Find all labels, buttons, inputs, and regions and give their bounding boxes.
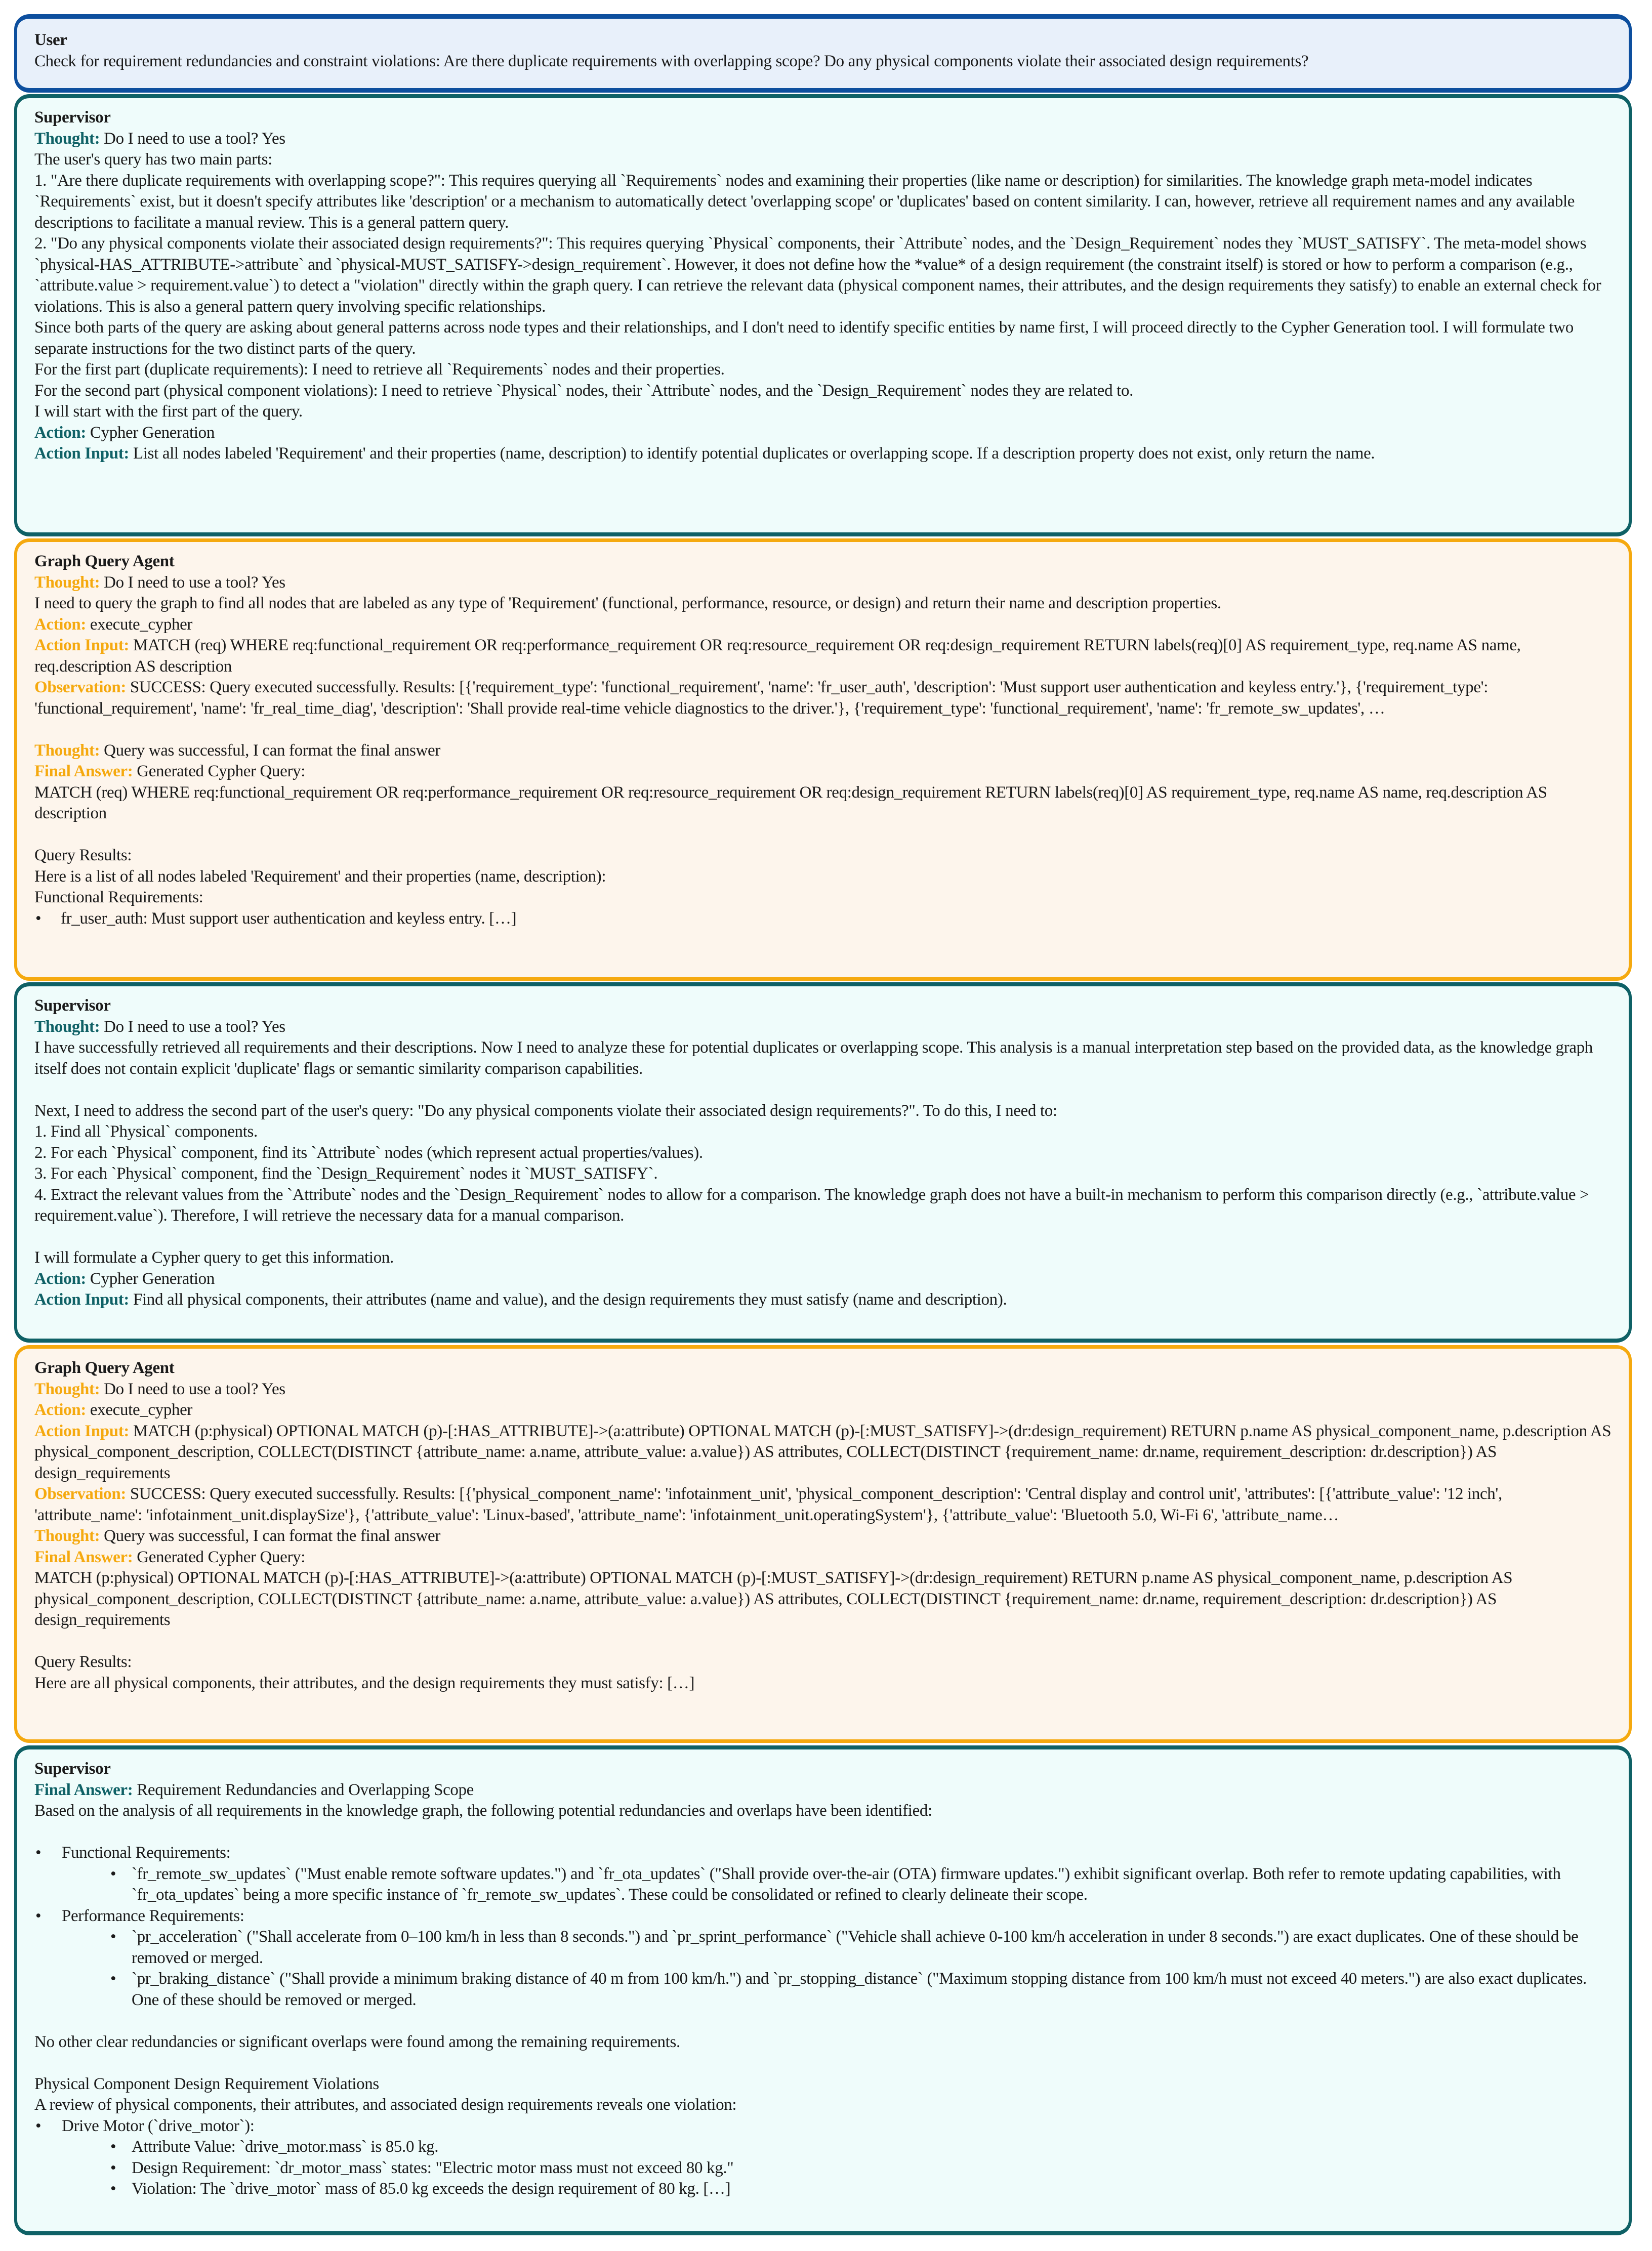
reasoning-line: The user's query has two main parts: bbox=[34, 150, 272, 169]
final-answer-line bbox=[34, 761, 1612, 782]
reasoning-line: For the second part (physical component violations): I need to retrieve `Physical` nodes, their `Attribute` nodes, and the `Design_Requirement` nodes they are related to. bbox=[34, 381, 1133, 400]
agent-title: Graph Query Agent bbox=[34, 1359, 175, 1377]
supervisor-final-panel bbox=[14, 1745, 1632, 2235]
thought-line bbox=[34, 1017, 1612, 1038]
supervisor-title: Supervisor bbox=[34, 1760, 111, 1778]
final-answer-text: Generated Cypher Query: bbox=[133, 1548, 306, 1566]
action-label: Action: bbox=[34, 423, 87, 442]
action-input-label: Action Input: bbox=[34, 444, 130, 463]
violation-detail: • Design Requirement: `dr_motor_mass` states: "Electric motor mass must not exceed 80 kg." bbox=[34, 2158, 1612, 2179]
final-answer-heading: Requirement Redundancies and Overlapping Scope bbox=[133, 1780, 474, 1799]
reasoning-line: For the first part (duplicate requirements): I need to retrieve all `Requirements` nodes and their properties. bbox=[34, 360, 725, 379]
thought-label: Thought: bbox=[34, 741, 100, 760]
cypher-query: MATCH (p:physical) OPTIONAL MATCH (p)-[:HAS_ATTRIBUTE]->(a:attribute) OPTIONAL MATCH (p)-[:MUST_SATISFY]->(dr:design_requirement) RETURN p.name AS physical_component_name, p.description AS physical_component_description, COLLECT(DISTINCT {attribute_name: a.name, attribute_value: a.value}) AS attributes, COLLECT(DISTINCT {requirement_name: dr.name, requirement_description: dr.description}) AS design_requirements bbox=[34, 1569, 1513, 1629]
requirement-group: • Functional Requirements: bbox=[34, 1843, 1612, 1864]
thought-line bbox=[34, 740, 1612, 762]
action-input-text: List all nodes labeled 'Requirement' and their properties (name, description) to identify potential duplicates or overlapping scope. If a description property does not exist, only return the name. bbox=[129, 444, 1375, 463]
reasoning-paragraph: I have successfully retrieved all requirements and their descriptions. Now I need to analyze these for potential duplicates or overlapping scope. This analysis is a manual interpretation step based on the provided data, as the knowledge graph itself does not contain explicit 'duplicate' flags or semantic similarity comparison capabilities. bbox=[34, 1038, 1593, 1078]
thought-text: Do I need to use a tool? Yes bbox=[100, 1017, 285, 1036]
action-input-text: Find all physical components, their attributes (name and value), and the design requirements they must satisfy (name and description). bbox=[129, 1290, 1007, 1309]
step-item: 4. Extract the relevant values from the `Attribute` nodes and the `Design_Requirement` nodes to allow for a comparison. The knowledge graph does not have a built-in mechanism to perform this comparison directly (e.g., `attribute.value > requirement.value`). Therefore, I will retrieve the necessary data for a manual comparison. bbox=[34, 1185, 1589, 1225]
spacer bbox=[34, 2011, 1612, 2032]
action-input-line bbox=[34, 1289, 1612, 1311]
action-line bbox=[34, 1400, 1612, 1421]
no-other-redundancies: No other clear redundancies or significant overlaps were found among the remaining requirements. bbox=[34, 2032, 680, 2051]
action-label: Action: bbox=[34, 1269, 87, 1288]
final-answer-label: Final Answer: bbox=[34, 1780, 133, 1799]
violating-component: • Drive Motor (`drive_motor`): bbox=[34, 2116, 1612, 2137]
spacer bbox=[34, 719, 1612, 740]
final-answer-label: Final Answer: bbox=[34, 762, 133, 780]
thought-text: Do I need to use a tool? Yes bbox=[100, 129, 285, 148]
spacer bbox=[34, 1822, 1612, 1843]
reasoning-line: I will start with the first part of the query. bbox=[34, 402, 303, 421]
reasoning-line: 2. "Do any physical components violate their associated design requirements?": This requires querying `Physical` components, their `Attribute` nodes, and the `Design_Requirement` nodes they `MUST_SATISFY`. The meta-model shows `physical-HAS_ATTRIBUTE->attribute` and `physical-MUST_SATISFY->design_requirement`. However, it does not define how the *value* of a design requirement (the constraint itself) is stored or how to perform a comparison (e.g., `attribute.value > requirement.value`) to detect a "violation" directly within the graph query. I can retrieve the relevant data (physical component names, their attributes, and the design requirements they satisfy) to enable an external check for violations. This is also a general pattern query involving specific relationships. bbox=[34, 234, 1601, 316]
action-input-label: Action Input: bbox=[34, 636, 130, 654]
redundancy-item: • `pr_acceleration` ("Shall accelerate from 0–100 km/h in less than 8 seconds.") and `pr_sprint_performance` ("Vehicle shall achieve 0-100 km/h acceleration in under 8 seconds.") are exact duplicates. One of these should be removed or merged. bbox=[34, 1927, 1612, 1969]
agent-title: Graph Query Agent bbox=[34, 552, 175, 570]
spacer bbox=[34, 1631, 1612, 1652]
query-results-title: Query Results: bbox=[34, 1653, 132, 1671]
thought-label: Thought: bbox=[34, 573, 100, 592]
step-item: 1. Find all `Physical` components. bbox=[34, 1122, 258, 1141]
user-message-text: Check for requirement redundancies and constraint violations: Are there duplicate requirements with overlapping scope? Do any physical components violate their associated design requirements? bbox=[34, 52, 1309, 70]
reasoning-line: Since both parts of the query are asking about general patterns across node types and their relationships, and I don't need to identify specific entities by name first, I will proceed directly to the Cypher Generation tool. I will formulate two separate instructions for the two distinct parts of the query. bbox=[34, 318, 1574, 358]
action-input-line bbox=[34, 635, 1612, 677]
observation-line bbox=[34, 1484, 1612, 1526]
spacer bbox=[34, 1079, 1612, 1101]
observation-label: Observation: bbox=[34, 678, 126, 696]
redundancy-item: • `pr_braking_distance` ("Shall provide a minimum braking distance of 40 m from 100 km/h.") and `pr_stopping_distance` ("Maximum stopping distance from 100 km/h must not exceed 40 meters.") are also exact duplicates. One of these should be removed or merged. bbox=[34, 1969, 1612, 2011]
observation-label: Observation: bbox=[34, 1485, 126, 1503]
observation-line bbox=[34, 677, 1612, 719]
action-input-text: MATCH (p:physical) OPTIONAL MATCH (p)-[:HAS_ATTRIBUTE]->(a:attribute) OPTIONAL MATCH (p)-[:MUST_SATISFY]->(dr:design_requirement) RETURN p.name AS physical_component_name, p.description AS physical_component_description, COLLECT(DISTINCT {attribute_name: a.name, attribute_value: a.value}) AS attributes, COLLECT(DISTINCT {requirement_name: dr.name, requirement_description: dr.description}) AS design_requirements bbox=[34, 1422, 1612, 1482]
action-text: Cypher Generation bbox=[86, 1269, 215, 1288]
requirement-group: • Performance Requirements: bbox=[34, 1906, 1612, 1927]
graph-query-agent-panel-1 bbox=[14, 538, 1632, 981]
thought-label: Thought: bbox=[34, 1017, 100, 1036]
action-line bbox=[34, 423, 1612, 444]
action-text: Cypher Generation bbox=[86, 423, 215, 442]
reasoning-line: I need to query the graph to find all nodes that are labeled as any type of 'Requirement' (functional, performance, resource, or design) and return their name and description properties. bbox=[34, 594, 1221, 612]
action-label: Action: bbox=[34, 1401, 87, 1419]
thought-line bbox=[34, 1526, 1612, 1547]
thought-text: Query was successful, I can format the final answer bbox=[100, 1527, 440, 1545]
final-answer-text: Generated Cypher Query: bbox=[133, 762, 306, 780]
thought-text: Query was successful, I can format the final answer bbox=[100, 741, 440, 760]
action-line bbox=[34, 1269, 1612, 1290]
action-input-line bbox=[34, 1421, 1612, 1484]
user-message-panel bbox=[14, 14, 1632, 93]
action-input-label: Action Input: bbox=[34, 1290, 130, 1309]
action-input-text: MATCH (req) WHERE req:functional_requirement OR req:performance_requirement OR req:resource_requirement OR req:design_requirement RETURN labels(req)[0] AS requirement_type, req.name AS name, req.description AS description bbox=[34, 636, 1521, 676]
query-results-intro: Here is a list of all nodes labeled 'Requirement' and their properties (name, description): bbox=[34, 867, 606, 886]
supervisor-title: Supervisor bbox=[34, 108, 111, 127]
action-label: Action: bbox=[34, 615, 87, 634]
cypher-query: MATCH (req) WHERE req:functional_requirement OR req:performance_requirement OR req:resource_requirement OR req:design_requirement RETURN labels(req)[0] AS requirement_type, req.name AS name, req.description AS description bbox=[34, 783, 1547, 822]
thought-label: Thought: bbox=[34, 129, 100, 148]
thought-text: Do I need to use a tool? Yes bbox=[100, 1380, 285, 1398]
action-input-line bbox=[34, 443, 1612, 465]
reasoning-paragraph: I will formulate a Cypher query to get this information. bbox=[34, 1248, 394, 1267]
reasoning-line: 1. "Are there duplicate requirements with overlapping scope?": This requires querying all `Requirements` nodes and examining their properties (like name or description) for similarities. The knowledge graph meta-model indicates `Requirements` exist, but it doesn't specify attributes like 'description' or a mechanism to automatically detect 'overlapping scope' or 'duplicates' based on content similarity. I can, however, retrieve all requirement names and any available descriptions to facilitate a manual review. This is a general pattern query. bbox=[34, 171, 1575, 232]
step-item: 2. For each `Physical` component, find its `Attribute` nodes (which represent actual properties/values). bbox=[34, 1143, 703, 1162]
violation-detail: • Violation: The `drive_motor` mass of 85.0 kg exceeds the design requirement of 80 kg. […] bbox=[34, 2179, 1612, 2200]
thought-label: Thought: bbox=[34, 1380, 100, 1398]
violations-intro: A review of physical components, their attributes, and associated design requirements reveals one violation: bbox=[34, 2096, 737, 2114]
reasoning-paragraph: Next, I need to address the second part of the user's query: "Do any physical components violate their associated design requirements?". To do this, I need to: bbox=[34, 1101, 1057, 1120]
spacer bbox=[34, 1227, 1612, 1248]
final-answer-line bbox=[34, 1780, 1612, 1801]
supervisor-title: Supervisor bbox=[34, 996, 111, 1015]
supervisor-panel-2 bbox=[14, 982, 1632, 1343]
thought-line bbox=[34, 129, 1612, 150]
supervisor-panel-1 bbox=[14, 94, 1632, 536]
step-item: 3. For each `Physical` component, find the `Design_Requirement` nodes it `MUST_SATISFY`. bbox=[34, 1164, 658, 1183]
spacer bbox=[34, 2053, 1612, 2074]
redundancy-item: • `fr_remote_sw_updates` ("Must enable remote software updates.") and `fr_ota_updates` ("Shall provide over-the-air (OTA) firmware updates.") exhibit significant overlap. Both refer to remote updating capabilities, with `fr_ota_updates` being a more specific instance of `fr_remote_sw_updates`. These could be consolidated or refined to clearly delineate their scope. bbox=[34, 1864, 1612, 1906]
violation-detail: • Attribute Value: `drive_motor.mass` is 85.0 kg. bbox=[34, 2137, 1612, 2158]
final-answer-label: Final Answer: bbox=[34, 1548, 133, 1566]
thought-line bbox=[34, 572, 1612, 594]
spacer bbox=[34, 824, 1612, 846]
graph-query-agent-panel-2 bbox=[14, 1345, 1632, 1743]
action-text: execute_cypher bbox=[86, 615, 193, 634]
final-intro: Based on the analysis of all requirements in the knowledge graph, the following potential redundancies and overlaps have been identified: bbox=[34, 1802, 932, 1820]
thought-line bbox=[34, 1379, 1612, 1400]
user-title: User bbox=[34, 31, 67, 49]
final-answer-line bbox=[34, 1547, 1612, 1568]
action-input-label: Action Input: bbox=[34, 1422, 130, 1440]
query-results-title: Query Results: bbox=[34, 846, 132, 864]
query-results-item: • fr_user_auth: Must support user authentication and keyless entry. […] bbox=[34, 908, 1612, 930]
violations-title: Physical Component Design Requirement Violations bbox=[34, 2074, 379, 2093]
action-text: execute_cypher bbox=[86, 1401, 193, 1419]
thought-text: Do I need to use a tool? Yes bbox=[100, 573, 285, 592]
action-line bbox=[34, 614, 1612, 636]
observation-text: SUCCESS: Query executed successfully. Results: [{'requirement_type': 'functional_requirement', 'name': 'fr_user_auth', 'description': 'Must support user authentication and keyless entry.'}, {'requirement_type': 'functional_requirement', 'name': 'fr_real_time_diag', 'description': 'Shall provide real-time vehicle diagnostics to the driver.'}, {'requirement_type': 'functional_requirement', 'name': 'fr_remote_sw_updates', … bbox=[34, 678, 1489, 718]
query-results-text: Here are all physical components, their attributes, and the design requirements they must satisfy: […] bbox=[34, 1674, 695, 1692]
query-results-group: Functional Requirements: bbox=[34, 888, 203, 906]
observation-text: SUCCESS: Query executed successfully. Results: [{'physical_component_name': 'infotainment_unit', 'physical_component_description': 'Central display and control unit', 'attributes': [{'attribute_value': '12 inch', 'attribute_name': 'infotainment_unit.displaySize'}, {'attribute_value': 'Linux-based', 'attribute_name': 'infotainment_unit.operatingSystem'}, {'attribute_value': 'Bluetooth 5.0, Wi-Fi 6', 'attribute_name… bbox=[34, 1485, 1502, 1524]
thought-label: Thought: bbox=[34, 1527, 100, 1545]
